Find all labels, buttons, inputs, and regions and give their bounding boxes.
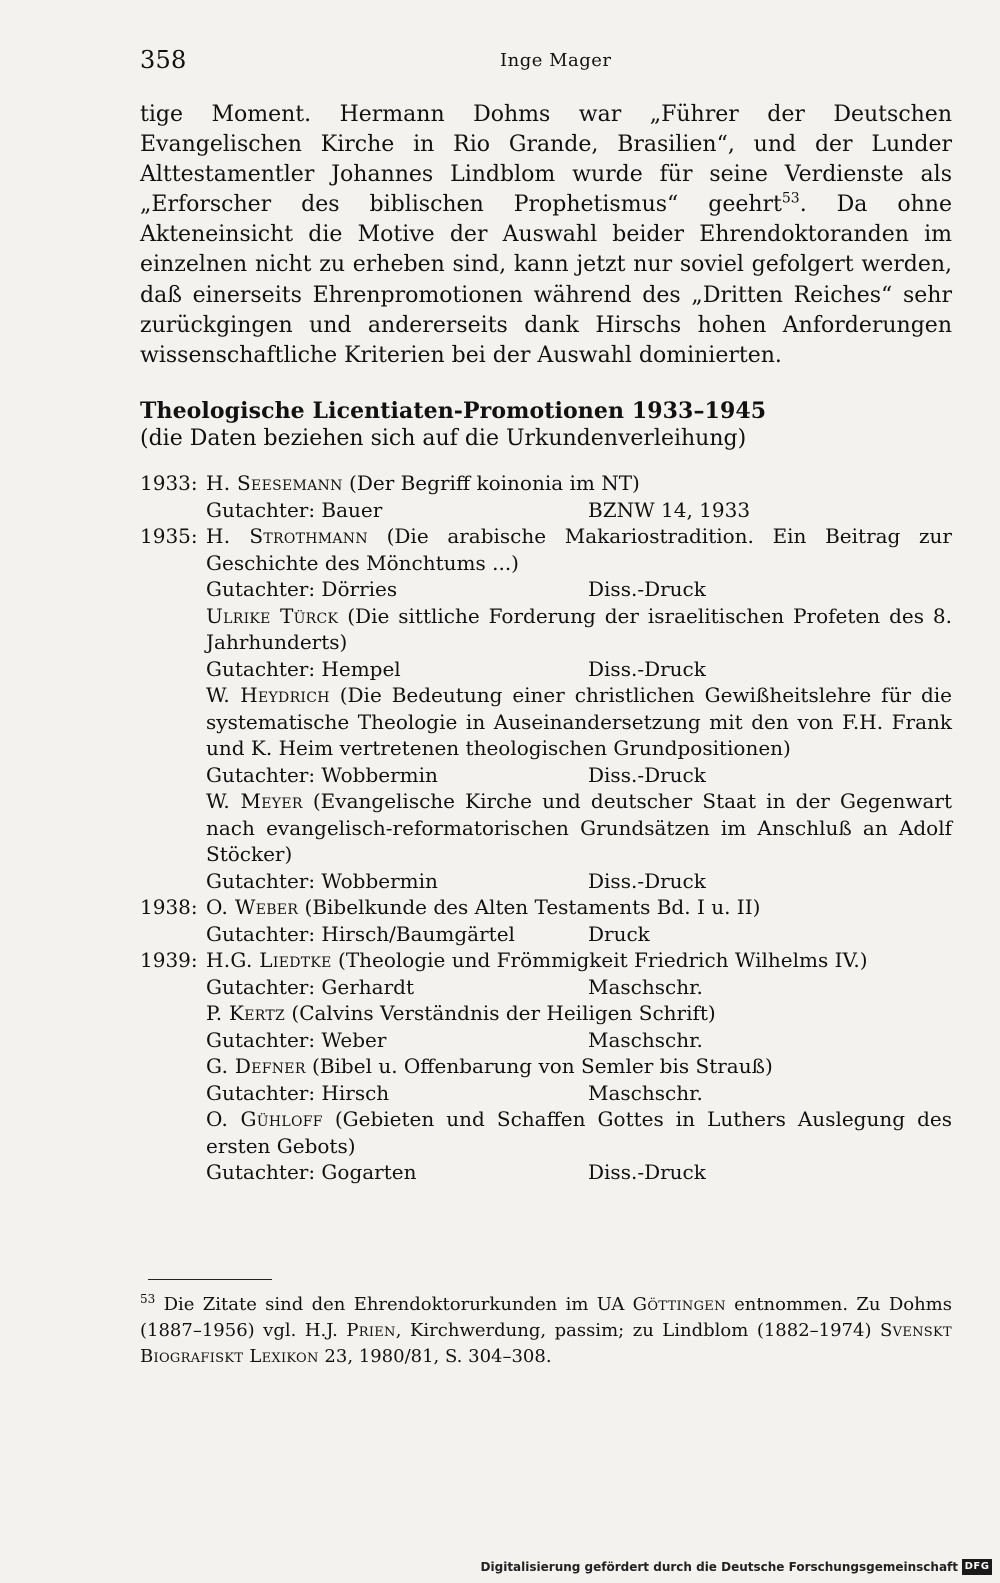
entry-publication: Diss.-Druck [588,1160,706,1184]
list-item [206,947,952,1000]
entry-work: (Der Begriff koinonia im NT) [342,471,640,495]
footnote-reference[interactable]: 53 [781,190,800,207]
entry-gutachter-line [206,656,952,683]
footnote-author: Prien [346,1320,396,1341]
footnote [140,1292,952,1370]
footnote-archive: Göttingen [632,1294,726,1315]
entry-gutachter: Gutachter: Weber [206,1027,387,1052]
year-label: 1935: [140,524,198,548]
body-paragraph [140,100,952,371]
running-title: Inge Mager [500,50,612,71]
paragraph-text [140,100,952,371]
footnote-number: 53 [140,1292,156,1306]
entry-gutachter-line [206,1159,952,1186]
list-item [206,603,952,683]
list-item [206,682,952,788]
entry-gutachter: Gutachter: Hirsch [206,1080,390,1105]
entry-gutachter: Gutachter: Bauer [206,497,383,522]
entry-gutachter-line [206,974,952,1001]
entry-title [206,894,952,921]
footnote-lexicon: Svenskt Biografiskt Lexikon [140,1320,952,1367]
year-block [140,523,952,894]
entry-gutachter-line [206,1027,952,1054]
paragraph-text-part2: . Da ohne Akteneinsicht die Motive der Auswahl beider Ehrendoktoranden im einzelnen nicht zu erheben sind, kann jetzt nur soviel gefolgert werden, daß einerseits Ehrenpromotionen während des „Dritten Reiches“ sehr zurückgingen und andererseits dank Hirschs hohen Anforderungen wissenschaftliche Kriterien bei der Auswahl dominierten. [140,192,952,368]
year-label: 1933: [140,471,198,495]
entry-gutachter: Gutachter: Gogarten [206,1160,417,1184]
year-entries [206,894,952,947]
footnote-divider [148,1279,272,1280]
entry-publication: Druck [588,921,650,946]
entry-work: (Bibel u. Offenbarung von Semler bis Strauß) [305,1054,773,1078]
entry-gutachter-line [206,868,952,895]
entry-author: W. Meyer [206,789,303,813]
paragraph-text-part1: tige Moment. Hermann Dohms war „Führer der Deutschen Evangelischen Kirche in Rio Grande, Brasilien“, und der Lunder Alttestamentler Johannes Lindblom wurde für seine Verdienste als „Erforscher des biblischen Prophetismus“ geehrt [140,102,952,218]
entry-gutachter-line [206,497,952,524]
entry-publication: Diss.-Druck [588,656,706,681]
entry-author: Ulrike Türck [206,603,339,628]
entry-gutachter: Gutachter: Wobbermin [206,868,438,893]
entry-gutachter: Gutachter: Hirsch/Baumgärtel [206,921,515,946]
entry-author: W. Heydrich [206,683,330,707]
entry-author: O. Weber [206,895,299,919]
entry-publication: Maschschr. [588,1027,703,1052]
list-item [206,523,952,603]
section-subtitle: (die Daten beziehen sich auf die Urkundenverleihung) [140,426,747,451]
entry-work: (Bibelkunde des Alten Testaments Bd. I u. II) [298,895,761,919]
list-item [206,470,952,523]
entry-title [206,523,952,576]
entry-gutachter-line [206,576,952,603]
digitization-footer [481,1557,992,1577]
year-block [140,947,952,1186]
entry-author: G. Defner [206,1054,306,1078]
footnote-text-part3: , Kirchwerdung, passim; zu Lindblom (1882–1974) [395,1320,880,1341]
entry-author: P. Kertz [206,1001,286,1025]
entry-work: (Die Bedeutung einer christlichen Gewißheitslehre für die systematische Theologie in Auseinandersetzung mit den von F.H. Frank und K. Heim vertretenen theologischen Grundpositionen) [206,683,952,760]
entry-publication: Diss.-Druck [588,762,706,787]
footnote-text-part4: 23, 1980/81, S. 304–308. [318,1346,552,1367]
list-item [206,1000,952,1053]
entry-author: O. Gühloff [206,1107,323,1131]
entry-gutachter-line [206,762,952,789]
entry-author: H. Strothmann [206,524,368,548]
entry-work: (Die sittliche Forderung der israelitischen Profeten des 8. Jahrhunderts) [206,603,952,654]
entry-title [206,1000,952,1027]
year-entries [206,523,952,894]
year-entries [206,470,952,523]
page-number: 358 [140,46,187,74]
year-entries [206,947,952,1186]
entry-gutachter: Gutachter: Dörries [206,577,398,601]
entry-author: H.G. Liedtke [206,948,332,972]
list-item [206,1106,952,1186]
entry-gutachter: Gutachter: Gerhardt [206,974,415,999]
entry-gutachter: Gutachter: Wobbermin [206,762,438,787]
list-item [206,894,952,947]
entry-work: (Gebieten und Schaffen Gottes in Luthers Auslegung des ersten Gebots) [206,1107,952,1158]
digitization-note: Digitalisierung gefördert durch die Deutsche Forschungsgemeinschaft [480,1560,958,1574]
entry-work: (Die arabische Makariostradition. Ein Beitrag zur Geschichte des Mönchtums ...) [206,524,952,575]
year-label: 1938: [140,895,198,919]
entry-title [206,603,952,656]
entry-publication: Maschschr. [588,1080,703,1105]
promotions-list [140,470,952,1186]
entry-title [206,788,952,868]
entry-work: (Theologie und Frömmigkeit Friedrich Wilhelms IV.) [331,948,868,972]
entry-work: (Calvins Verständnis der Heiligen Schrift) [285,1001,716,1025]
entry-publication: BZNW 14, 1933 [588,497,751,522]
running-head [140,46,952,82]
entry-publication: Maschschr. [588,974,703,999]
entry-title [206,682,952,762]
year-label: 1939: [140,948,198,972]
entry-title [206,1106,952,1159]
footnote-text-part2: entnommen. Zu Dohms (1887–1956) vgl. H.J. [140,1294,952,1341]
section-title: Theologische Licentiaten-Promotionen 1933–1945 [140,398,767,424]
list-item [206,788,952,894]
list-item [206,1053,952,1106]
entry-work: (Evangelische Kirche und deutscher Staat in der Gegenwart nach evangelisch-reformatorischen Grundsätzen im Anschluß an Adolf Stöcker) [206,789,952,866]
entry-title [206,1053,952,1080]
entry-gutachter: Gutachter: Hempel [206,656,401,681]
entry-gutachter-line [206,1080,952,1107]
entry-title [206,470,952,497]
entry-title [206,947,952,974]
footnote-text-part1: Die Zitate sind den Ehrendoktorurkunden im UA [155,1294,633,1315]
entry-publication: Diss.-Druck [588,577,706,601]
year-block [140,894,952,947]
entry-publication: Diss.-Druck [588,868,706,893]
entry-author: H. Seesemann [206,471,343,495]
dfg-logo-icon: DFG [962,1559,992,1575]
year-block [140,470,952,523]
entry-gutachter-line [206,921,952,948]
